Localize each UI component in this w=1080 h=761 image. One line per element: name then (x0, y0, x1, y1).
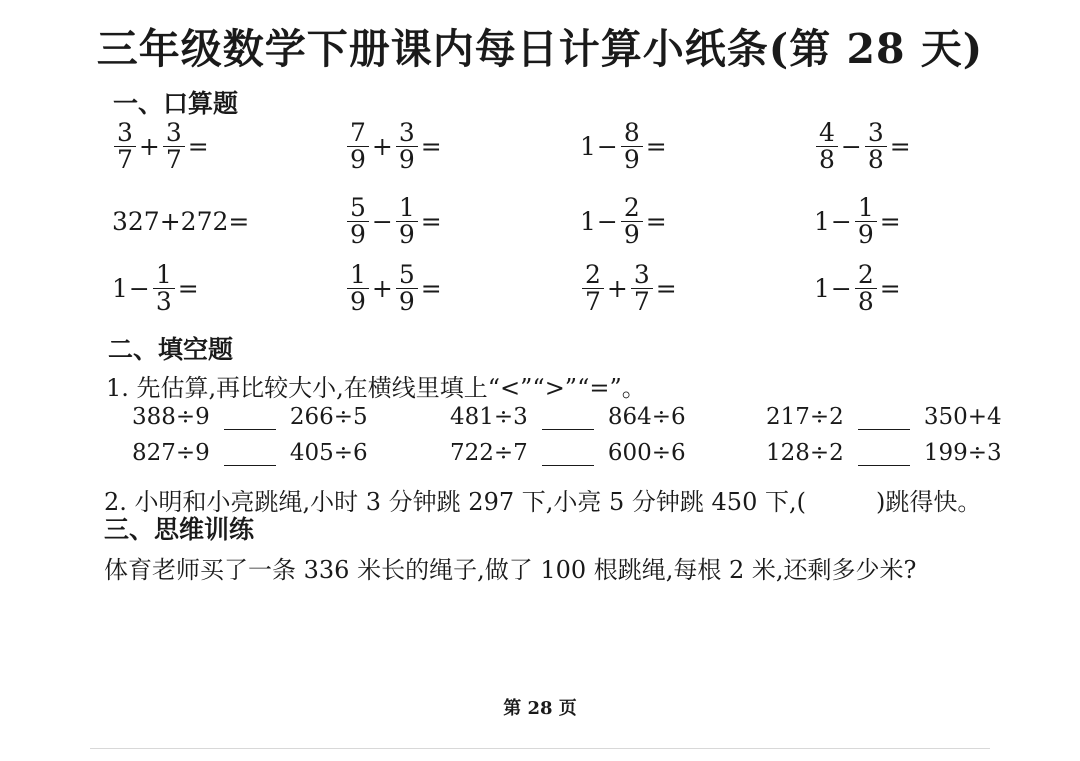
thinking-problem: 体育老师买了一条 336 米长的绳子,做了 100 根跳绳,每根 2 米,还剩多少米? (104, 556, 917, 584)
left-expression: 388÷9 (132, 404, 210, 430)
oral-calc-item (814, 120, 912, 174)
fraction (114, 120, 136, 174)
fraction (396, 195, 418, 249)
fraction (816, 120, 838, 174)
operator: − (840, 132, 862, 162)
comparison-blank[interactable] (224, 407, 276, 430)
denominator: 9 (350, 287, 366, 317)
denominator: 9 (857, 220, 874, 250)
fraction (396, 120, 418, 174)
equals-sign: = (889, 132, 911, 162)
question-2-text: 2. 小明和小亮跳绳,小时 3 分钟跳 297 下,小亮 5 分钟跳 450 下,( (104, 488, 806, 516)
oral-calc-item (112, 120, 210, 174)
section-1-heading: 一、口算题 (113, 89, 239, 118)
oral-calc-item (345, 262, 443, 316)
denominator: 8 (819, 145, 835, 175)
whole-number: 1 (814, 274, 830, 304)
fraction (347, 195, 369, 249)
fraction (396, 262, 418, 316)
fraction (347, 262, 369, 316)
fraction (855, 195, 877, 249)
section-3-heading: 三、思维训练 (104, 515, 255, 544)
oral-calc-item (345, 195, 443, 249)
numerator: 3 (396, 120, 418, 147)
page-title: 三年级数学下册课内每日计算小纸条(第 28 天) (96, 25, 984, 73)
left-expression: 128÷2 (766, 440, 844, 466)
numerator: 1 (153, 262, 175, 289)
oral-calc-item (580, 195, 668, 249)
operator: − (830, 207, 852, 237)
right-expression: 199÷3 (923, 440, 1002, 466)
whole-number: 1 (580, 207, 596, 237)
section-2-heading: 二、填空题 (108, 335, 234, 364)
operator: − (596, 207, 618, 237)
denominator: 7 (165, 145, 182, 175)
right-expression: 405÷6 (289, 440, 368, 466)
numerator: 4 (816, 120, 838, 147)
denominator: 9 (398, 220, 415, 250)
numerator: 3 (631, 262, 653, 289)
numerator: 2 (855, 262, 877, 289)
comparison-blank[interactable] (858, 407, 910, 430)
operator: + (138, 132, 160, 162)
denominator: 8 (857, 287, 874, 317)
numerator: 3 (163, 120, 185, 147)
denominator: 7 (117, 145, 133, 175)
denominator: 9 (623, 220, 640, 250)
oral-calc-item (112, 207, 249, 236)
bottom-rule (90, 748, 990, 749)
fraction (163, 120, 185, 174)
numerator: 8 (621, 120, 643, 147)
fraction (153, 262, 175, 316)
comparison-item (450, 440, 686, 466)
comparison-item (766, 440, 1002, 466)
comparison-blank[interactable] (542, 443, 594, 466)
oral-calc-item (814, 262, 902, 316)
fraction (631, 262, 653, 316)
whole-number: 1 (112, 274, 128, 304)
equals-sign: = (420, 132, 442, 162)
operator: + (606, 274, 628, 304)
right-expression: 266÷5 (289, 404, 368, 430)
denominator: 9 (398, 145, 415, 175)
denominator: 9 (350, 145, 366, 175)
fraction (347, 120, 369, 174)
whole-number: 1 (814, 207, 830, 237)
comparison-blank[interactable] (858, 443, 910, 466)
oral-calc-item (580, 120, 668, 174)
comparison-item (132, 440, 368, 466)
equals-sign: = (655, 274, 677, 304)
whole-number: 1 (580, 132, 596, 162)
oral-calc-item (112, 262, 200, 316)
operator: + (371, 132, 393, 162)
denominator: 7 (585, 287, 601, 317)
comparison-blank[interactable] (542, 407, 594, 430)
fraction (855, 262, 877, 316)
numerator: 2 (621, 195, 643, 222)
fraction (865, 120, 887, 174)
comparison-item (766, 404, 1002, 430)
equals-sign: = (177, 274, 199, 304)
operator: − (830, 274, 852, 304)
equals-sign: = (645, 207, 667, 237)
operator: − (128, 274, 150, 304)
operator: − (596, 132, 618, 162)
numerator: 1 (855, 195, 877, 222)
page-number: 第 28 页 (503, 698, 577, 719)
question-2-tail: )跳得快。 (875, 488, 982, 516)
numerator: 1 (347, 262, 369, 289)
equals-sign: = (879, 274, 901, 304)
numerator: 3 (865, 120, 887, 147)
numerator: 2 (582, 262, 604, 289)
fraction (582, 262, 604, 316)
numerator: 1 (396, 195, 418, 222)
denominator: 9 (398, 287, 415, 317)
operator: − (371, 207, 393, 237)
left-expression: 481÷3 (450, 404, 528, 430)
left-expression: 722÷7 (450, 440, 528, 466)
comparison-blank[interactable] (224, 443, 276, 466)
fraction (621, 120, 643, 174)
right-expression: 600÷6 (607, 440, 686, 466)
equals-sign: = (420, 274, 442, 304)
comparison-item (132, 404, 368, 430)
expression-text: 327+272= (112, 207, 250, 236)
equals-sign: = (879, 207, 901, 237)
oral-calc-item (580, 262, 678, 316)
denominator: 3 (155, 287, 172, 317)
right-expression: 350+4 (923, 404, 1002, 430)
denominator: 7 (633, 287, 650, 317)
left-expression: 827÷9 (132, 440, 210, 466)
numerator: 5 (347, 195, 369, 222)
equals-sign: = (187, 132, 209, 162)
fraction (621, 195, 643, 249)
equals-sign: = (420, 207, 442, 237)
right-expression: 864÷6 (607, 404, 686, 430)
oral-calc-item (814, 195, 902, 249)
operator: + (371, 274, 393, 304)
oral-calc-item (345, 120, 443, 174)
numerator: 5 (396, 262, 418, 289)
denominator: 9 (623, 145, 640, 175)
numerator: 3 (114, 120, 136, 147)
denominator: 9 (350, 220, 366, 250)
question-1-instruction: 1. 先估算,再比较大小,在横线里填上“<”“>”“=”。 (106, 374, 646, 402)
denominator: 8 (867, 145, 884, 175)
comparison-item (450, 404, 686, 430)
numerator: 7 (347, 120, 369, 147)
left-expression: 217÷2 (766, 404, 844, 430)
equals-sign: = (645, 132, 667, 162)
